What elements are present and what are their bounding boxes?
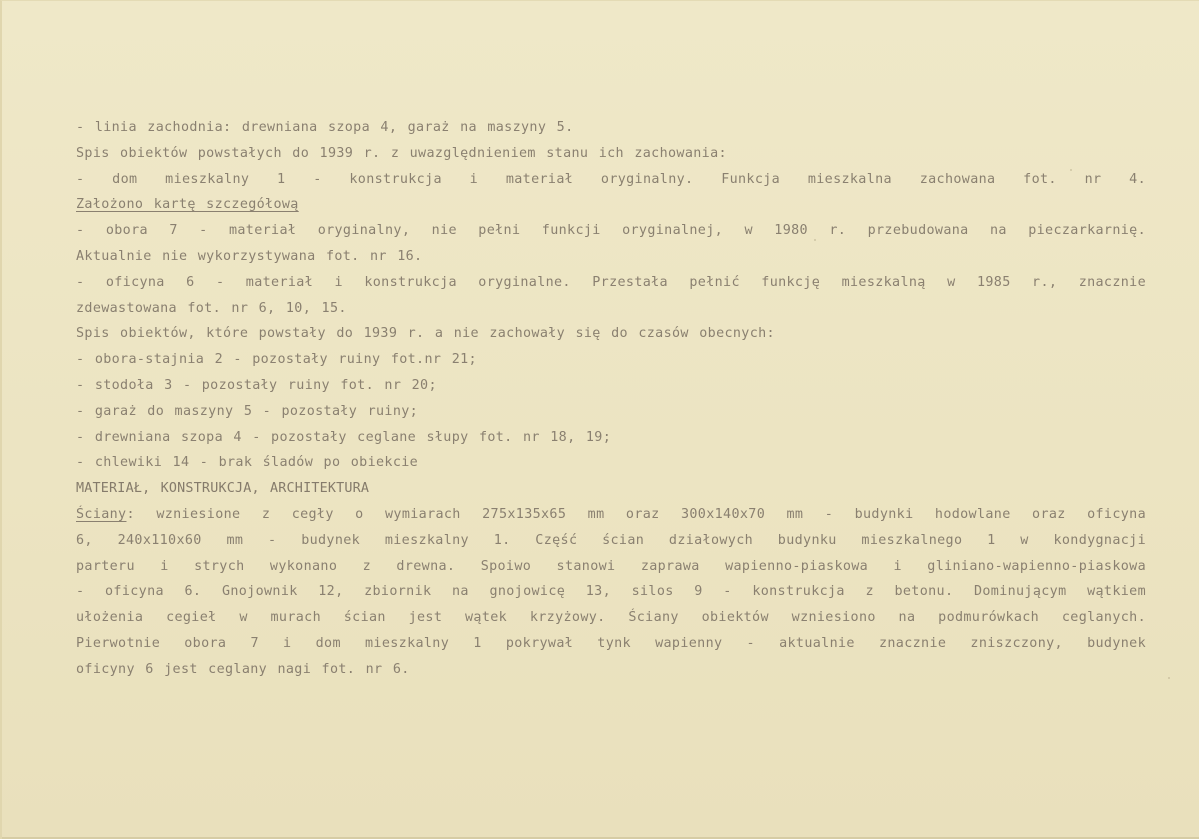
paper-speck (1070, 169, 1072, 171)
text-line: Aktualnie nie wykorzystywana fot. nr 16. (76, 248, 423, 264)
text-line: - obora 7 - materiał oryginalny, nie pełni funkcji oryginalnej, w 1980 r. przebudowana na pieczarkarnię. (76, 223, 1146, 239)
text-line: - oficyna 6 - materiał i konstrukcja oryginalne. Przestała pełnić funkcję mieszkalną w 1985 r., znacznie (76, 274, 1146, 290)
document-body (76, 115, 1146, 683)
underlined-note: Założono kartę szczegółową (76, 197, 299, 213)
text-line: ułożenia cegieł w murach ścian jest wątek krzyżowy. Ściany obiektów wzniesiono na podmurówkach ceglanych. (76, 610, 1146, 626)
text-line: - linia zachodnia: drewniana szopa 4, garaż na maszyny 5. (76, 120, 574, 135)
text-line: oficyny 6 jest ceglany nagi fot. nr 6. (76, 661, 410, 677)
paper-speck (814, 239, 816, 241)
text-line: - oficyna 6. Gnojownik 12, zbiornik na gnojowicę 13, silos 9 - konstrukcja z betonu. Dominującym wątkiem (76, 584, 1146, 600)
text-line (76, 502, 1146, 528)
text-line: - dom mieszkalny 1 - konstrukcja i materiał oryginalny. Funkcja mieszkalna zachowana fot. nr 4. (76, 171, 1146, 187)
text-line: parteru i strych wykonano z drewna. Spoiwo stanowi zaprawa wapienno-piaskowa i gliniano-wapienno-piaskowa (76, 558, 1146, 574)
note-line (76, 192, 1146, 218)
list-item: - garaż do maszyny 5 - pozostały ruiny; (76, 403, 419, 419)
term-description: : wzniesione z cegły o wymiarach 275x135x65 mm oraz 300x140x70 mm - budynki hodowlane oraz oficyna (126, 506, 1146, 522)
list-item: - obora-stajnia 2 - pozostały ruiny fot.nr 21; (76, 352, 477, 368)
text-line: zdewastowana fot. nr 6, 10, 15. (76, 300, 347, 316)
section-intro-line: Spis obiektów, które powstały do 1939 r. a nie zachowały się do czasów obecnych: (76, 326, 775, 342)
text-line: Pierwotnie obora 7 i dom mieszkalny 1 pokrywał tynk wapienny - aktualnie znacznie zniszczony, budynek (76, 635, 1146, 651)
paper-speck (1168, 677, 1170, 679)
section-intro-line: Spis obiektów powstałych do 1939 r. z uwazględnieniem stanu ich zachowania: (76, 145, 727, 161)
section-heading: MATERIAŁ, KONSTRUKCJA, ARCHITEKTURA (76, 481, 370, 497)
list-item: - stodoła 3 - pozostały ruiny fot. nr 20; (76, 377, 437, 393)
list-item: - chlewiki 14 - brak śladów po obiekcie (76, 455, 419, 471)
list-item: - drewniana szopa 4 - pozostały ceglane słupy fot. nr 18, 19; (76, 429, 612, 445)
text-line: 6, 240x110x60 mm - budynek mieszkalny 1. Część ścian działowych budynku mieszkalnego 1 w kondygnacji (76, 532, 1146, 548)
underlined-term: Ściany (76, 506, 127, 522)
